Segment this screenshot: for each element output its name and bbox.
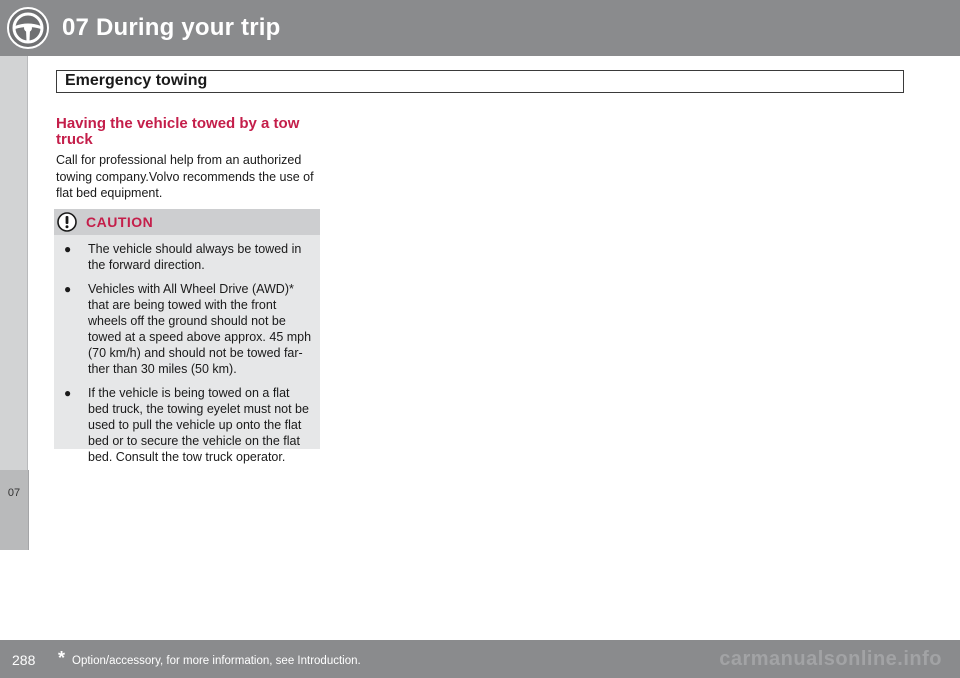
caution-list <box>54 241 320 473</box>
page-footer <box>0 640 960 678</box>
bullet-icon: ● <box>64 242 72 256</box>
list-item-text: The vehicle should always be towed in the forward direction. <box>88 242 302 272</box>
footnote-text: Option/accessory, for more information, see Introduction. <box>72 655 361 667</box>
caution-box <box>54 209 320 464</box>
section-title: Emergency towing <box>65 72 208 89</box>
chapter-title: 07 During your trip <box>62 14 281 41</box>
bullet-icon: ● <box>64 386 72 400</box>
list-item <box>54 281 320 377</box>
side-tab-label: 07 <box>7 487 21 499</box>
body-paragraph: Call for professional help from an authorized towing company.Volvo recommends the use of flat bed equipment. <box>56 153 314 200</box>
section-title-box <box>56 70 904 93</box>
list-item <box>54 385 320 465</box>
list-item-text: If the vehicle is being towed on a flat bed truck, the towing eyelet must not be used to pull the vehicle up onto the flat bed or to secure the vehicle on the flat bed. Consult the tow truck operator. <box>88 386 309 464</box>
footnote-star: * <box>58 648 66 668</box>
bullet-icon: ● <box>64 282 72 296</box>
caution-header <box>54 209 320 235</box>
watermark: carmanualsonline.info <box>719 648 942 670</box>
list-item-text: Vehicles with All Wheel Drive (AWD)* that are being towed with the front wheels off the ground should not be towed at a speed above approx. 45 mph (70 km/h) and should not be towed far-ther than 30 miles (50 km). <box>88 282 312 376</box>
page-header <box>0 0 960 56</box>
steering-wheel-icon <box>6 6 50 50</box>
exclamation-icon <box>57 212 77 232</box>
list-item <box>54 241 320 273</box>
caution-title: CAUTION <box>86 214 154 230</box>
page-number: 288 <box>12 652 36 668</box>
chapter-side-tab-active <box>0 470 29 550</box>
content-heading: Having the vehicle towed by a tow truck <box>56 115 300 148</box>
